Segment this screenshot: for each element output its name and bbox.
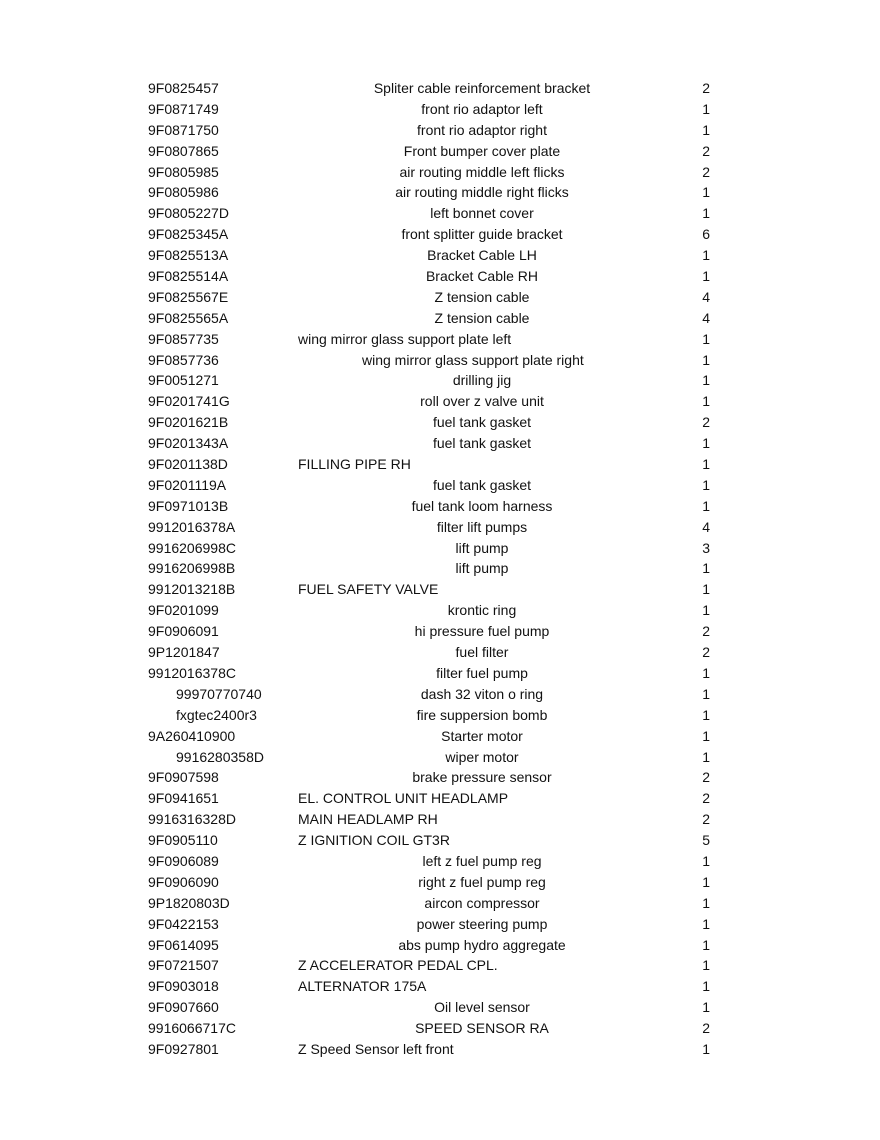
part-quantity: 1 [702, 685, 710, 702]
part-quantity: 1 [702, 852, 710, 869]
part-quantity: 1 [702, 999, 710, 1016]
table-row [148, 851, 718, 872]
table-row [148, 99, 718, 120]
part-number: 9P1820803D [148, 894, 230, 911]
part-quantity: 4 [702, 288, 710, 305]
part-number: 9F0857736 [148, 351, 219, 368]
part-number: 9P1201847 [148, 644, 220, 661]
part-number: 9F0201099 [148, 602, 219, 619]
part-description: filter fuel pump [436, 664, 528, 681]
part-number: 9F0201138D [148, 456, 228, 473]
table-row [148, 579, 718, 600]
part-quantity: 2 [702, 769, 710, 786]
part-number: 9F0805985 [148, 163, 219, 180]
part-description: fuel tank gasket [432, 435, 532, 452]
part-description: fuel tank gasket [432, 476, 532, 493]
part-number: 9F0721507 [148, 957, 219, 974]
table-row [148, 475, 718, 496]
table-row [148, 914, 718, 935]
part-quantity: 2 [702, 414, 710, 431]
part-description: abs pump hydro aggregate [398, 936, 566, 953]
part-description: ALTERNATOR 175A [298, 978, 427, 995]
part-description: wing mirror glass support plate right [362, 351, 584, 368]
table-row [148, 350, 718, 371]
part-description: drilling jig [452, 372, 512, 389]
part-description: Oil level sensor [434, 999, 530, 1016]
part-number: 9F0906089 [148, 852, 219, 869]
part-quantity: 1 [702, 748, 710, 765]
part-number: 9912013218B [148, 581, 236, 598]
part-description: SPEED SENSOR RA [415, 1020, 549, 1037]
part-quantity: 1 [702, 100, 710, 117]
part-number: 9F0857735 [148, 330, 219, 347]
part-quantity: 1 [702, 351, 710, 368]
table-row [148, 1018, 718, 1039]
part-quantity: 1 [702, 978, 710, 995]
part-quantity: 2 [702, 142, 710, 159]
part-quantity: 4 [702, 518, 710, 535]
table-row [148, 621, 718, 642]
part-description: air routing middle right flicks [395, 184, 569, 201]
table-row [148, 496, 718, 517]
part-number: 9F0422153 [148, 915, 219, 932]
part-description: fuel tank loom harness [411, 497, 553, 514]
table-row [148, 1039, 718, 1060]
table-row [148, 266, 718, 287]
table-row [148, 308, 718, 329]
table-row [148, 224, 718, 245]
part-description: Z Speed Sensor left front [298, 1040, 454, 1057]
table-row [148, 433, 718, 454]
part-description: lift pump [455, 560, 509, 577]
part-description: left z fuel pump reg [422, 852, 542, 869]
part-description: FUEL SAFETY VALVE [298, 581, 439, 598]
part-number: 9F0825514A [148, 268, 229, 285]
part-description: Z tension cable [434, 309, 530, 326]
part-description: wiper motor [445, 748, 519, 765]
table-row [148, 600, 718, 621]
part-quantity: 1 [702, 372, 710, 389]
part-description: EL. CONTROL UNIT HEADLAMP [298, 790, 509, 807]
part-quantity: 3 [702, 539, 710, 556]
part-number: 9916280358D [176, 748, 264, 765]
part-quantity: 1 [702, 435, 710, 452]
table-row [148, 391, 718, 412]
part-number: 9A260410900 [148, 727, 236, 744]
part-description: MAIN HEADLAMP RH [298, 811, 438, 828]
part-quantity: 1 [702, 247, 710, 264]
part-number: 9F0941651 [148, 790, 219, 807]
table-row [148, 203, 718, 224]
part-quantity: 1 [702, 476, 710, 493]
part-description: front splitter guide bracket [401, 226, 563, 243]
part-description: Bracket Cable RH [425, 268, 539, 285]
part-description: Front bumper cover plate [403, 142, 561, 159]
part-quantity: 1 [702, 873, 710, 890]
part-description: wing mirror glass support plate left [298, 330, 512, 347]
part-number: 9916206998C [148, 539, 236, 556]
part-number: 9912016378A [148, 518, 236, 535]
table-row [148, 370, 718, 391]
table-row [148, 788, 718, 809]
part-number: 9F0201621B [148, 414, 229, 431]
part-number: 9F0903018 [148, 978, 219, 995]
part-number: 9F0907660 [148, 999, 219, 1016]
part-quantity: 2 [702, 623, 710, 640]
part-number: 9916066717C [148, 1020, 236, 1037]
part-quantity: 2 [702, 790, 710, 807]
part-number: 9F0871749 [148, 100, 219, 117]
table-row [148, 162, 718, 183]
part-description: fuel filter [455, 644, 509, 661]
part-description: power steering pump [416, 915, 548, 932]
table-row [148, 141, 718, 162]
part-number: 9F0906090 [148, 873, 219, 890]
part-quantity: 1 [702, 894, 710, 911]
table-row [148, 558, 718, 579]
part-quantity: 2 [702, 1020, 710, 1037]
table-row [148, 287, 718, 308]
part-number: 9F0927801 [148, 1040, 219, 1057]
part-number: 9F0805227D [148, 205, 229, 222]
table-row [148, 642, 718, 663]
part-quantity: 4 [702, 309, 710, 326]
part-description: right z fuel pump reg [418, 873, 546, 890]
part-number: 9F0907598 [148, 769, 219, 786]
part-description: Starter motor [441, 727, 523, 744]
part-number: 9F0825567E [148, 288, 229, 305]
part-number: 9F0051271 [148, 372, 219, 389]
part-description: dash 32 viton o ring [420, 685, 544, 702]
table-row [148, 120, 718, 141]
part-number: 9F0805986 [148, 184, 219, 201]
part-quantity: 1 [702, 184, 710, 201]
part-number: 9F0807865 [148, 142, 219, 159]
part-quantity: 1 [702, 1040, 710, 1057]
part-description: Bracket Cable LH [427, 247, 537, 264]
part-quantity: 1 [702, 936, 710, 953]
part-quantity: 1 [702, 581, 710, 598]
part-number: 9F0614095 [148, 936, 219, 953]
part-number: 9F0871750 [148, 121, 219, 138]
table-row [148, 726, 718, 747]
part-number: 9F0971013B [148, 497, 229, 514]
part-quantity: 1 [702, 393, 710, 410]
table-row [148, 245, 718, 266]
table-row [148, 78, 718, 99]
part-quantity: 1 [702, 497, 710, 514]
table-row [148, 976, 718, 997]
part-number: 9916206998B [148, 560, 236, 577]
part-quantity: 5 [702, 832, 710, 849]
part-description: roll over z valve unit [420, 393, 544, 410]
part-description: Z tension cable [434, 288, 530, 305]
part-quantity: 1 [702, 330, 710, 347]
part-number: 9F0905110 [148, 832, 218, 849]
part-description: front rio adaptor right [417, 121, 547, 138]
part-description: lift pump [455, 539, 509, 556]
part-number: 9F0201119A [148, 476, 227, 493]
part-quantity: 2 [702, 80, 710, 96]
part-description: FILLING PIPE RH [298, 456, 411, 473]
part-description: brake pressure sensor [412, 769, 552, 786]
table-row [148, 663, 718, 684]
part-description: front rio adaptor left [421, 100, 543, 117]
part-description: hi pressure fuel pump [414, 623, 550, 640]
table-row [148, 705, 718, 726]
table-row [148, 454, 718, 475]
part-quantity: 2 [702, 163, 710, 180]
part-description: Z IGNITION COIL GT3R [298, 832, 450, 849]
part-number: 9912016378C [148, 664, 236, 681]
part-number: 9916316328D [148, 811, 236, 828]
part-description: fuel tank gasket [432, 414, 532, 431]
part-quantity: 1 [702, 205, 710, 222]
table-row [148, 538, 718, 559]
table-row [148, 872, 718, 893]
part-number: 9F0825345A [148, 226, 229, 243]
part-quantity: 1 [702, 915, 710, 932]
part-quantity: 1 [702, 121, 710, 138]
table-row [148, 893, 718, 914]
table-row [148, 830, 718, 851]
part-number: 9F0906091 [148, 623, 219, 640]
part-number: 9F0825565A [148, 309, 229, 326]
part-quantity: 1 [702, 664, 710, 681]
table-row [148, 412, 718, 433]
part-quantity: 1 [702, 268, 710, 285]
part-number: 99970770740 [176, 685, 262, 702]
table-row [148, 182, 718, 203]
part-description: aircon compressor [424, 894, 540, 911]
table-row [148, 517, 718, 538]
part-quantity: 1 [702, 706, 710, 723]
part-description: krontic ring [447, 602, 517, 619]
table-row [148, 747, 718, 768]
part-quantity: 1 [702, 456, 710, 473]
part-description: Z ACCELERATOR PEDAL CPL. [298, 957, 498, 974]
part-quantity: 1 [702, 602, 710, 619]
table-row [148, 809, 718, 830]
table-row [148, 329, 718, 350]
table-row [148, 767, 718, 788]
part-quantity: 1 [702, 957, 710, 974]
part-number: 9F0201343A [148, 435, 229, 452]
part-number: 9F0825513A [148, 247, 229, 264]
part-quantity: 2 [702, 644, 710, 661]
part-number: fxgtec2400r3 [176, 706, 257, 723]
part-description: air routing middle left flicks [399, 163, 565, 180]
table-row [148, 955, 718, 976]
table-row [148, 997, 718, 1018]
part-description: filter lift pumps [436, 518, 528, 535]
part-quantity: 1 [702, 727, 710, 744]
part-quantity: 1 [702, 560, 710, 577]
part-quantity: 2 [702, 811, 710, 828]
part-description: left bonnet cover [430, 205, 534, 222]
table-row [148, 684, 718, 705]
part-description: Spliter cable reinforcement bracket [373, 80, 591, 96]
table-row [148, 935, 718, 956]
parts-list [148, 78, 718, 1060]
part-number: 9F0825457 [148, 80, 219, 96]
part-number: 9F0201741G [148, 393, 230, 410]
part-description: fire suppersion bomb [416, 706, 548, 723]
part-quantity: 6 [702, 226, 710, 243]
